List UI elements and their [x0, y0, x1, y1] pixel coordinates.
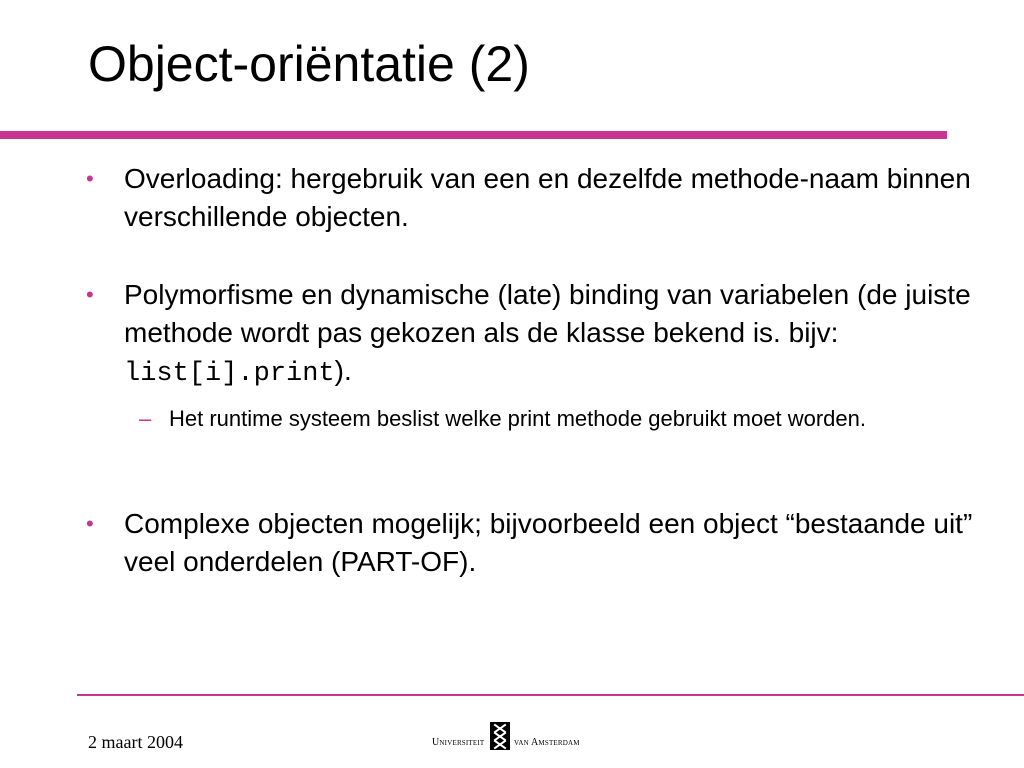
logo-text-right: van Amsterdam [514, 737, 580, 748]
bullet-marker: • [86, 511, 94, 536]
bullet-text-end: ). [334, 355, 352, 386]
sub-bullet-text: Het runtime systeem beslist welke print methode gebruikt moet worden. [169, 406, 866, 431]
slide-title: Object-oriëntatie (2) [88, 36, 530, 92]
sub-bullet-runtime [139, 402, 989, 436]
bullet-overloading [86, 160, 984, 236]
title-divider [0, 131, 947, 139]
sub-bullet-marker: – [139, 406, 152, 431]
bullet-text: Complexe objecten mogelijk; bijvoorbeeld een object “bestaande uit” veel onderdelen (PART-OF). [124, 508, 973, 577]
footer-date: 2 maart 2004 [88, 732, 183, 752]
code-snippet: list[i].print [124, 359, 335, 389]
bullet-marker: • [86, 166, 94, 191]
university-logo [432, 722, 612, 752]
bullet-text: Polymorfisme en dynamische (late) binding van variabelen (de juiste methode wordt pas gekozen als de klasse bekend is. bijv: [124, 279, 971, 348]
amsterdam-crest-icon [490, 722, 510, 750]
bullet-complexe-objecten [86, 505, 984, 581]
footer-divider [77, 694, 1024, 696]
bullet-text: Overloading: hergebruik van een en dezelfde methode-naam binnen verschillende objecten. [124, 163, 971, 232]
logo-text-left: Universiteit [432, 737, 485, 748]
bullet-polymorfisme [86, 276, 984, 393]
bullet-marker: • [86, 282, 94, 307]
